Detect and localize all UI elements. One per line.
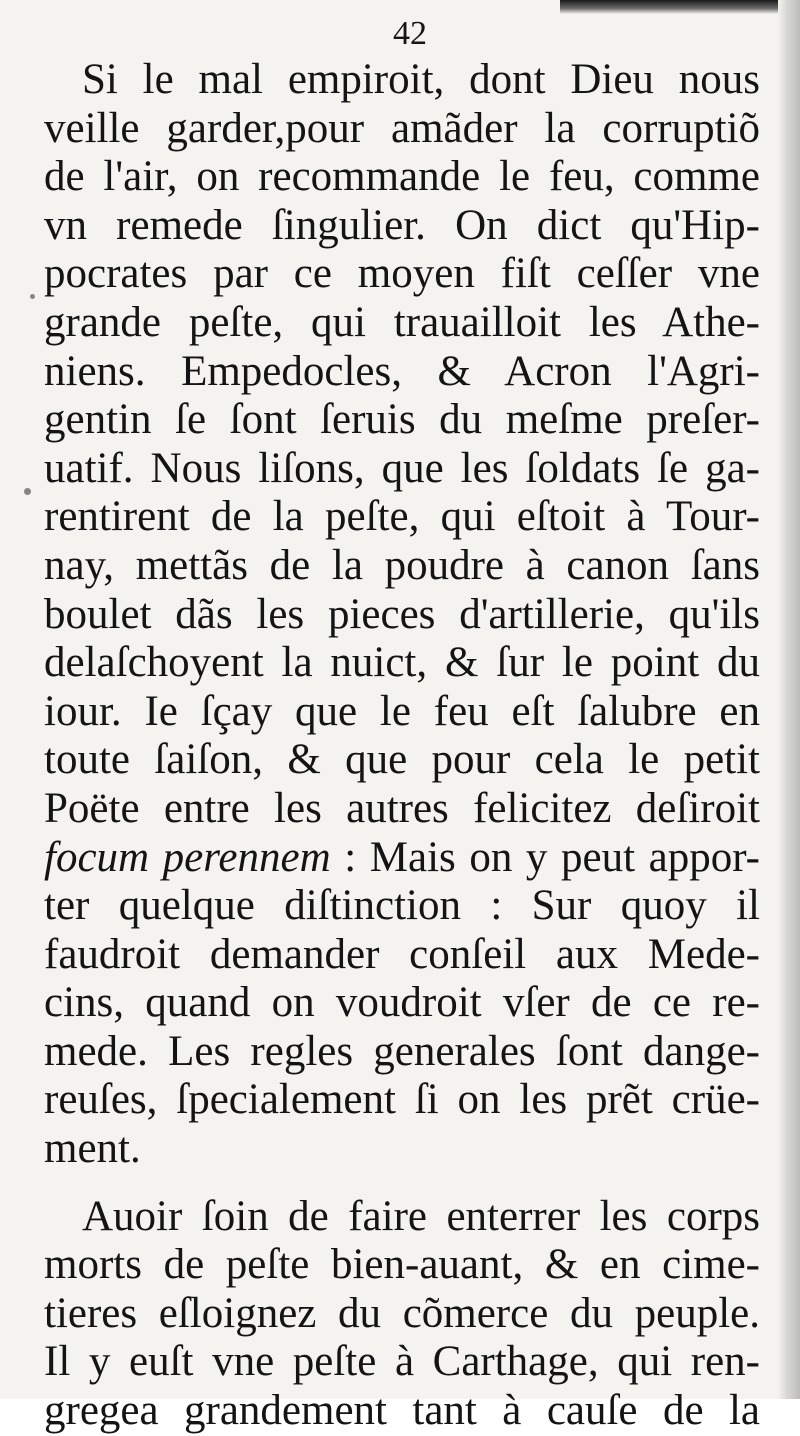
text-line: uatif. Nous liſons, que les ſoldats ſe ga- — [44, 444, 760, 492]
text-line: rentirent de la peſte, qui eſtoit à Tour- — [44, 493, 760, 541]
text-line: iour. Ie ſçay que le feu eſt ſalubre en — [44, 687, 760, 735]
text-line: gentin ſe ſont ſeruis du meſme preſer- — [44, 396, 760, 444]
page-number: 42 — [393, 15, 427, 52]
text-line: niens. Empedocles, & Acron l'Agri- — [44, 347, 760, 395]
text-line: vn remede ſingulier. On dict qu'Hip- — [44, 201, 760, 249]
text-line: Si le mal empiroit, dont Dieu nous — [82, 56, 760, 103]
text-line: delaſchoyent la nuict, & ſur le point du — [44, 639, 760, 687]
text-line: morts de peſte bien-auant, & en cime- — [44, 1241, 760, 1289]
text-line: gregea grandement tant à cauſe de la — [44, 1387, 760, 1435]
text-line: mede. Les regles generales ſont dange- — [44, 1027, 760, 1075]
ink-speck — [30, 294, 35, 299]
text-line-rest: : Mais on y peut appor- — [330, 833, 760, 881]
text-line: Auoir ſoin de faire enterrer les corps — [82, 1192, 760, 1240]
ink-speck — [24, 488, 31, 495]
text-line: pocrates par ce moyen fiſt ceſſer vne — [44, 250, 760, 298]
text-line: ment. — [44, 1125, 141, 1173]
text-line: nay, mettãs de la poudre à canon ſans — [44, 541, 760, 589]
text-line: veille garder,pour amãder la corruptiõ — [44, 104, 760, 152]
latin-quote: focum perennem — [44, 833, 331, 881]
text-line: boulet dãs les pieces d'artillerie, qu'ils — [44, 590, 760, 638]
text-line: Poëte entre les autres felicitez deſiroit — [44, 784, 760, 832]
scan-edge-top — [560, 0, 800, 14]
text-line: ter quelque diſtinction : Sur quoy il — [44, 882, 760, 930]
text-line: toute ſaiſon, & que pour cela le petit — [44, 736, 760, 784]
body-text — [44, 56, 760, 1436]
text-line: Il y euſt vne peſte à Carthage, qui ren- — [44, 1338, 760, 1386]
text-line: cins, quand on voudroit vſer de ce re- — [44, 979, 760, 1027]
text-line: de l'air, on recommande le feu, comme — [44, 153, 760, 201]
scan-edge-right — [778, 0, 800, 1399]
text-line: tieres eſloignez du cõmerce du peuple. — [44, 1289, 760, 1337]
text-line-italic — [44, 834, 760, 883]
text-line: grande peſte, qui trauailloit les Athe- — [44, 298, 760, 346]
text-line: faudroit demander conſeil aux Mede- — [44, 930, 760, 978]
text-line: reuſes, ſpecialement ſi on les prẽt crüe- — [44, 1076, 760, 1124]
